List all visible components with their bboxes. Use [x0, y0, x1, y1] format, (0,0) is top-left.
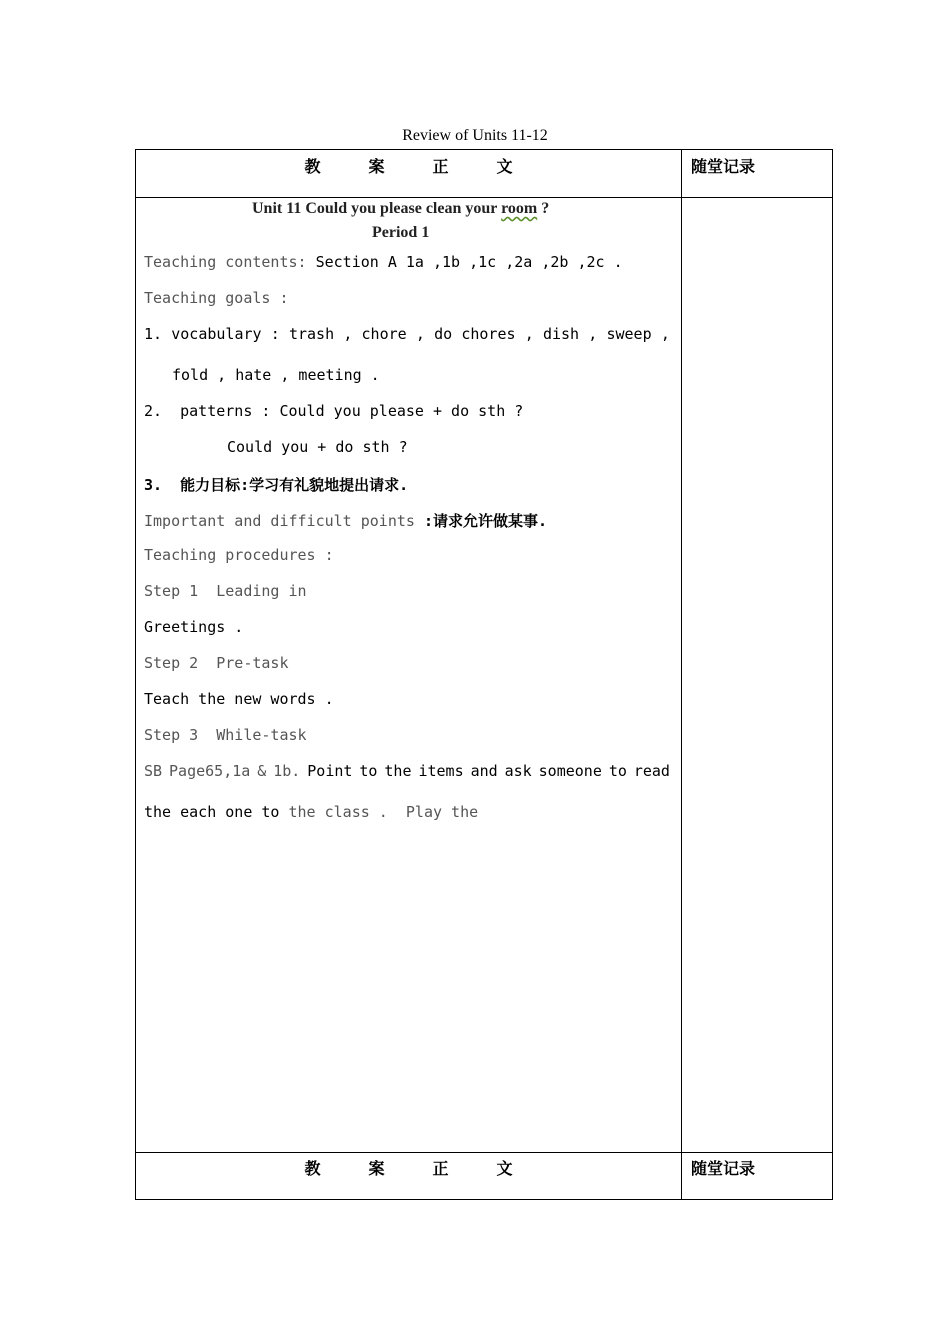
goal-1-word: do: [434, 325, 453, 343]
header-char: 文: [496, 1159, 513, 1178]
goal-1-word: chore: [361, 325, 407, 343]
header-char: 教: [304, 157, 321, 176]
goal-1-word: dish: [542, 325, 580, 343]
goal-1-word: ,: [660, 325, 670, 343]
teaching-procedures-label: Teaching procedures :: [144, 546, 334, 564]
goal-1-word: 1.: [144, 325, 163, 343]
step-1-body: Greetings .: [144, 618, 244, 636]
goal-1-word: :: [270, 325, 280, 343]
header-char: 正: [432, 157, 449, 176]
goal-1-word: ,: [415, 325, 425, 343]
step-3-word: to: [359, 762, 378, 780]
header-char: 文: [496, 157, 513, 176]
step-1-heading: Step 1 Leading in: [144, 582, 307, 600]
step-3-word: and: [470, 762, 498, 780]
step-3-word: Page65,1a: [169, 762, 251, 780]
step-3-word: to: [608, 762, 627, 780]
goal-1-word: sweep: [606, 325, 652, 343]
teaching-goals-label: Teaching goals :: [144, 289, 289, 307]
step-2-body: Teach the new words .: [144, 690, 334, 708]
side-column-header: 随堂记录: [691, 157, 756, 176]
goal-2: 2. patterns : Could you please + do sth ?: [144, 402, 524, 420]
step-3-word: the: [384, 762, 412, 780]
step-3-word: &: [257, 762, 267, 780]
step-3-word: items: [418, 762, 464, 780]
step-3-word: ask: [504, 762, 532, 780]
footer-divider: [136, 1152, 832, 1153]
goal-2-continuation: Could you + do sth ?: [227, 438, 408, 456]
document-title: Review of Units 11-12: [402, 127, 548, 144]
header-char: 案: [368, 1159, 385, 1178]
step-3-word: read: [633, 762, 670, 780]
goal-1-word: vocabulary: [171, 325, 262, 343]
side-column-footer-header: 随堂记录: [691, 1159, 756, 1178]
step-3-word: Point: [307, 762, 353, 780]
step-3-body: [144, 762, 670, 780]
unit-title-suffix: ?: [537, 200, 550, 217]
unit-title-room: room: [501, 200, 538, 217]
lesson-plan-table: [135, 149, 833, 1200]
goal-1-word: trash: [288, 325, 335, 343]
unit-title: [252, 200, 586, 218]
teaching-contents-label: Teaching contents:: [144, 253, 316, 271]
column-divider: [681, 150, 682, 1199]
goal-1-word: ,: [343, 325, 353, 343]
important-points-label: Important and difficult points: [144, 512, 424, 530]
goal-1-continuation: fold , hate , meeting .: [172, 366, 380, 384]
teaching-contents-value: Section A 1a ,1b ,1c ,2a ,2b ,2c .: [315, 253, 623, 271]
important-points-value: :请求允许做某事.: [423, 512, 548, 530]
goal-1: [144, 325, 670, 343]
goal-1-word: ,: [524, 325, 534, 343]
header-char: 教: [304, 1159, 321, 1178]
important-points: [144, 510, 547, 531]
unit-title-text: Unit 11 Could you please clean your: [252, 200, 502, 217]
step-2-heading: Step 2 Pre-task: [144, 654, 289, 672]
header-char: 正: [432, 1159, 449, 1178]
main-column-footer-header: [136, 1156, 681, 1179]
period-label: Period 1: [372, 224, 430, 241]
goal-1-word: ,: [588, 325, 598, 343]
step-3-word: someone: [538, 762, 602, 780]
header-char: 案: [368, 157, 385, 176]
goal-1-word: chores: [461, 325, 516, 343]
main-column-header: [136, 154, 681, 177]
step-3-continuation: [144, 803, 478, 821]
step-3-word: 1b.: [273, 762, 301, 780]
teaching-contents: [144, 253, 623, 271]
step-3-heading: Step 3 While-task: [144, 726, 307, 744]
header-divider: [136, 197, 832, 198]
step-3-continuation-dark: the each one to: [144, 803, 289, 821]
step-3-word: SB: [144, 762, 163, 780]
goal-3: 3. 能力目标:学习有礼貌地提出请求.: [144, 476, 409, 494]
step-3-continuation-gray: the class . Play the: [288, 803, 479, 821]
